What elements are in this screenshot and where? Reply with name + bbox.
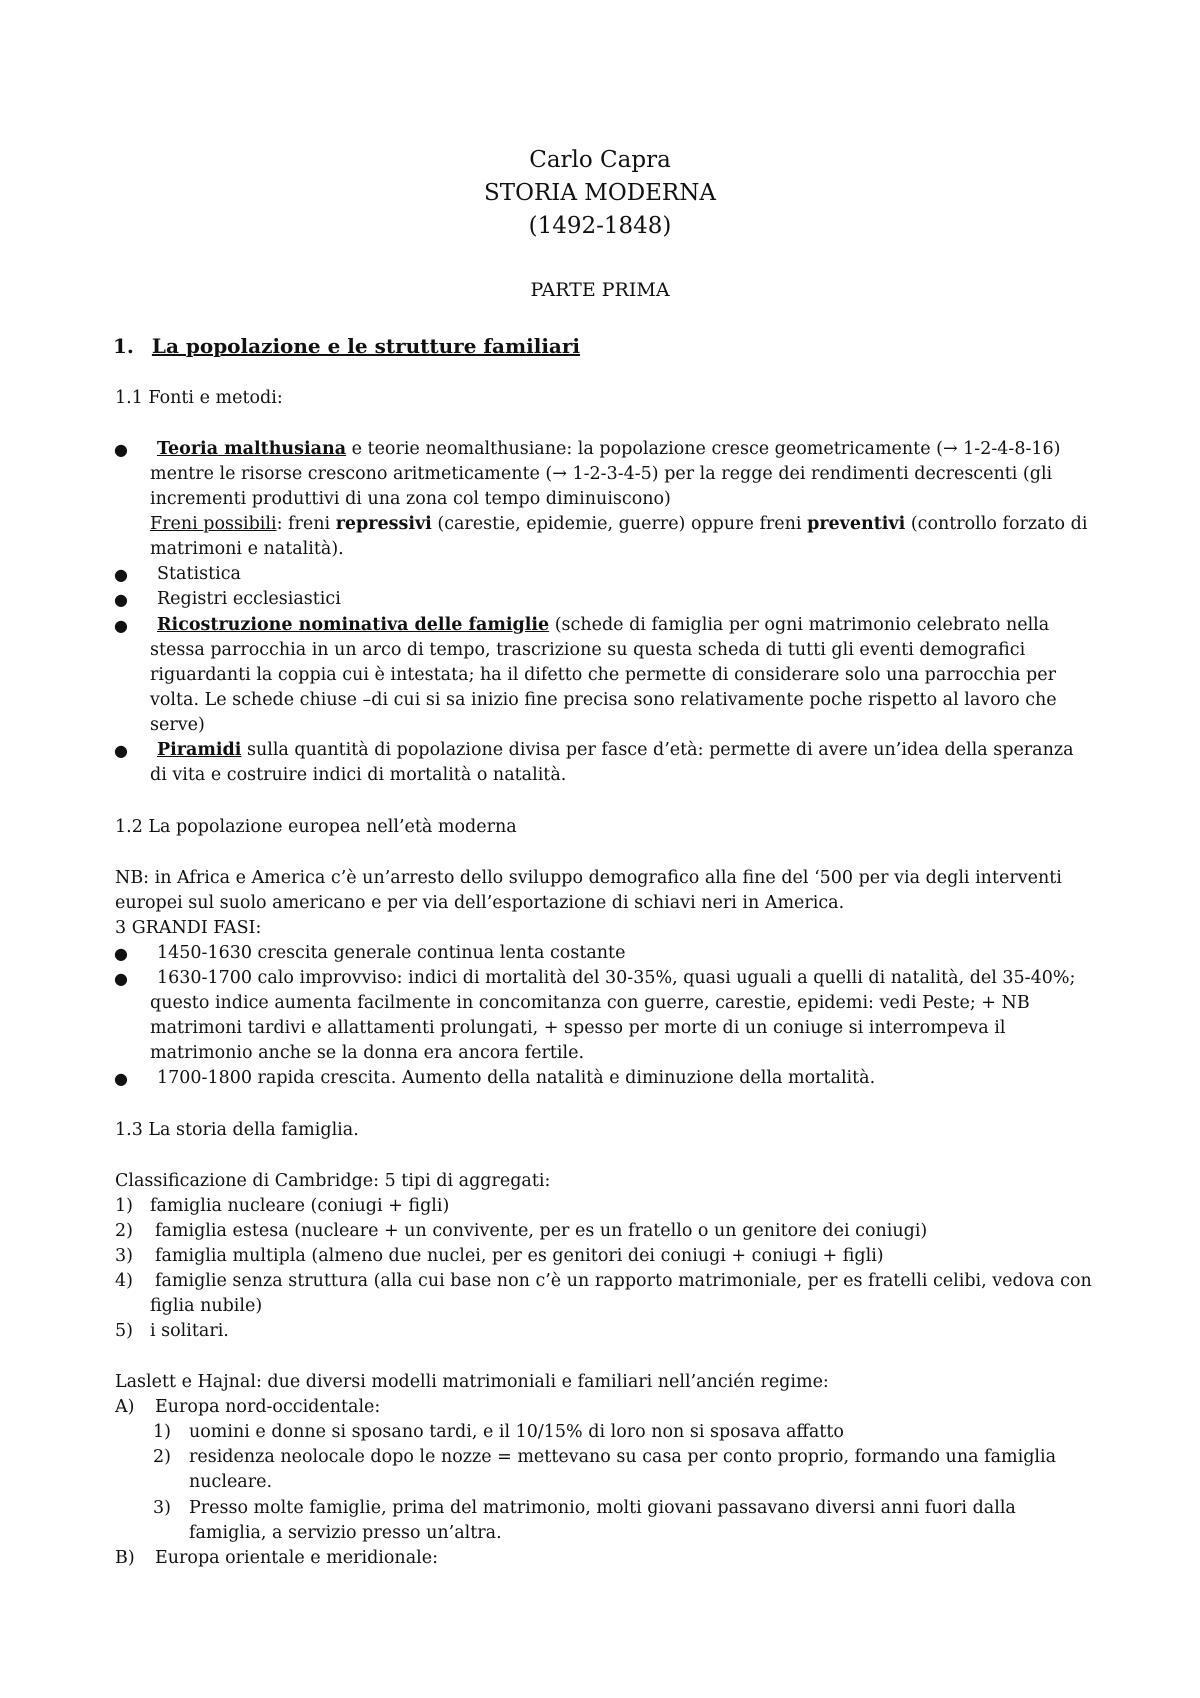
- list-item-line: volta. Le schede chiuse –di cui si sa inizio fine precisa sono relativamente poche rispetto al lavoro che: [150, 690, 1057, 710]
- list-item-line: riguardanti la coppia cui è intestata; ha il difetto che permette di considerare solo una parrocchia per: [150, 665, 1056, 685]
- paragraph-line: Laslett e Hajnal: due diversi modelli matrimoniali e familiari nell’ancién regime:: [115, 1372, 829, 1392]
- list-item: Registri ecclesiastici: [157, 589, 341, 609]
- list-item-line: matrimoni tardivi e allattamenti prolungati, + spesso per morte di un coniuge si interrompeva il: [150, 1018, 1006, 1038]
- list-item: i solitari.: [150, 1321, 229, 1341]
- list-item-line: di vita e costruire indici di mortalità o natalità.: [150, 765, 567, 785]
- list-item: famiglia multipla (almeno due nuclei, per es genitori dei coniugi + coniugi + figli): [155, 1246, 884, 1266]
- chapter-title: La popolazione e le strutture familiari: [151, 334, 581, 358]
- list-number: 1): [115, 1196, 133, 1216]
- list-item-line: figlia nubile): [150, 1296, 263, 1316]
- list-item-line: famiglia, a servizio presso un’altra.: [189, 1523, 502, 1543]
- list-item: 1630-1700 calo improvviso: indici di mortalità del 30-35%, quasi uguali a quelli di natalità, del 35-40%;: [157, 968, 1076, 988]
- list-item: Europa nord-occidentale:: [155, 1397, 381, 1417]
- bullet-icon: ●: [114, 565, 128, 584]
- list-number: 1): [153, 1422, 171, 1442]
- part-heading: PARTE PRIMA: [530, 279, 670, 301]
- list-item: 1700-1800 rapida crescita. Aumento della natalità e diminuzione della mortalità.: [157, 1068, 876, 1088]
- chapter-heading: [113, 334, 580, 358]
- paragraph-line: Classificazione di Cambridge: 5 tipi di aggregati:: [115, 1171, 551, 1191]
- list-letter: A): [115, 1397, 135, 1417]
- list-item: famiglia estesa (nucleare + un convivente, per es un fratello o un genitore dei coniugi): [155, 1221, 928, 1241]
- list-item: Piramidi sulla quantità di popolazione divisa per fasce d’età: permette di avere un’idea della speranza: [157, 740, 1074, 760]
- bullet-icon: ●: [114, 1069, 128, 1088]
- list-item-line: serve): [150, 715, 205, 735]
- paragraph-line: 3 GRANDI FASI:: [115, 918, 262, 938]
- author-name: Carlo Capra: [529, 147, 671, 173]
- list-item: famiglia nucleare (coniugi + figli): [150, 1196, 450, 1216]
- list-item: famiglie senza struttura (alla cui base non c’è un rapporto matrimoniale, per es fratelli celibi, vedova con: [155, 1271, 1092, 1291]
- list-number: 3): [153, 1498, 171, 1518]
- bullet-icon: ●: [114, 590, 128, 609]
- list-item: residenza neolocale dopo le nozze = mettevano su casa per conto proprio, formando una famiglia: [189, 1447, 1057, 1467]
- section-heading-1-1: 1.1 Fonti e metodi:: [115, 388, 283, 408]
- list-item: Teoria malthusiana e teorie neomalthusiane: la popolazione cresce geometricamente (→ 1-2-4-8-16): [157, 439, 1061, 459]
- list-item: 1450-1630 crescita generale continua lenta costante: [157, 943, 626, 963]
- list-item-line: Freni possibili: freni repressivi (carestie, epidemie, guerre) oppure freni preventivi (controllo forzato di: [150, 514, 1088, 534]
- list-item-line: incrementi produttivi di una zona col tempo diminuiscono): [150, 489, 671, 509]
- list-number: 5): [115, 1321, 133, 1341]
- list-item-line: matrimonio anche se la donna era ancora fertile.: [150, 1043, 585, 1063]
- bullet-icon: ●: [114, 969, 128, 988]
- list-item: Europa orientale e meridionale:: [155, 1548, 438, 1568]
- list-item-line: stessa parrocchia in un arco di tempo, trascrizione su questa scheda di tutti gli eventi demografici: [150, 640, 1026, 660]
- section-heading-1-2: 1.2 La popolazione europea nell’età moderna: [115, 817, 517, 837]
- list-item-line: mentre le risorse crescono aritmeticamente (→ 1-2-3-4-5) per la regge dei rendimenti decrescenti (gli: [150, 464, 1053, 484]
- list-letter: B): [115, 1548, 135, 1568]
- list-item-line: nucleare.: [189, 1472, 273, 1492]
- paragraph-line: europei sul suolo americano e per via dell’esportazione di schiavi neri in America.: [115, 893, 845, 913]
- bullet-icon: ●: [114, 741, 128, 760]
- list-item: Ricostruzione nominativa delle famiglie (schede di famiglia per ogni matrimonio celebrato nella: [157, 615, 1050, 635]
- bullet-icon: ●: [114, 944, 128, 963]
- section-heading-1-3: 1.3 La storia della famiglia.: [115, 1120, 359, 1140]
- list-item-line: questo indice aumenta facilmente in concomitanza con guerre, carestie, epidemi: vedi Peste; + NB: [150, 993, 1030, 1013]
- list-item: Presso molte famiglie, prima del matrimonio, molti giovani passavano diversi anni fuori dalla: [189, 1498, 1016, 1518]
- bullet-icon: ●: [114, 440, 128, 459]
- list-item: Statistica: [157, 564, 241, 584]
- list-number: 3): [115, 1246, 133, 1266]
- list-number: 4): [115, 1271, 133, 1291]
- list-number: 2): [115, 1221, 133, 1241]
- book-years: (1492-1848): [528, 213, 672, 239]
- chapter-number: 1.: [113, 334, 134, 358]
- book-title: STORIA MODERNA: [484, 180, 716, 206]
- list-number: 2): [153, 1447, 171, 1467]
- list-item-line: matrimoni e natalità).: [150, 539, 344, 559]
- list-item: uomini e donne si sposano tardi, e il 10/15% di loro non si sposava affatto: [189, 1422, 844, 1442]
- bullet-icon: ●: [114, 616, 128, 635]
- paragraph-line: NB: in Africa e America c’è un’arresto dello sviluppo demografico alla fine del ‘500 per via degli interventi: [115, 868, 1062, 888]
